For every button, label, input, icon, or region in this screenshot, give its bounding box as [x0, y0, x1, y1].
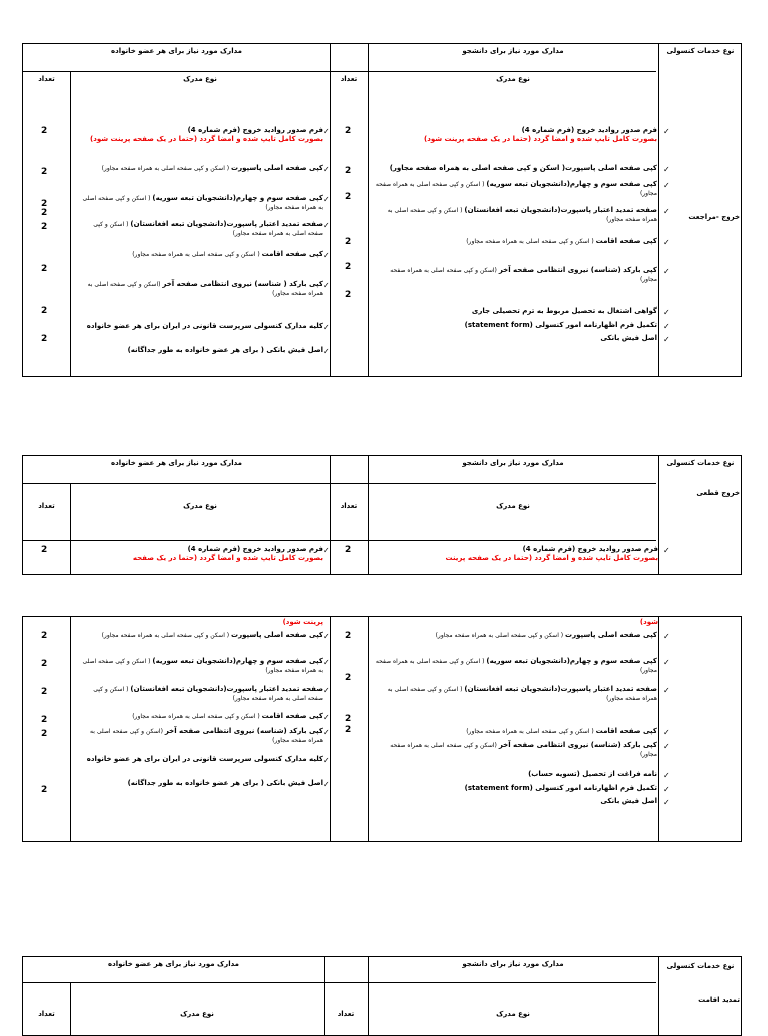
- table-residence-extension: [22, 956, 742, 1036]
- check-icon: ✓: [663, 181, 670, 190]
- count-value: 2: [41, 334, 48, 344]
- list-item: کپی صفحه اصلی پاسپورت ( اسکن و کپی صفحه اصلی به همراه صفحه مجاور): [435, 631, 657, 639]
- list-item: کپی صفحه سوم و چهارم(دانشجویان تبعه سوریه) ( اسکن و کپی صفحه اصلی به همراه صفحه مجاور): [375, 180, 657, 197]
- check-icon: ✓: [323, 251, 330, 260]
- list-item: صفحه تمدید اعتبار پاسپورت(دانشجویان تبعه افغانستان) ( اسکن و کپی صفحه اصلی به همراه صفحه مجاور): [93, 685, 323, 702]
- header-family-docs: مدارک مورد نیاز برای هر عضو خانواده: [111, 459, 242, 467]
- check-icon: ✓: [323, 323, 330, 332]
- header-student-docs: مدارک مورد نیاز برای دانشجو: [462, 459, 564, 467]
- count-value: 2: [41, 306, 48, 316]
- check-icon: ✓: [663, 207, 670, 216]
- check-icon: ✓: [663, 546, 670, 555]
- check-icon: ✓: [323, 658, 330, 667]
- count-value: 2: [41, 631, 48, 641]
- list-item: نامه فراغت از تحصیل (تسویه حساب): [528, 770, 657, 778]
- check-icon: ✓: [663, 742, 670, 751]
- header-service-type: نوع خدمات کنسولی: [666, 962, 735, 970]
- count-value: 2: [41, 167, 48, 177]
- list-item: تکمیل فرم اظهارنامه امور کنسولی (statement form): [464, 784, 657, 792]
- header-count-student: تعداد: [340, 75, 358, 83]
- list-item: فرم صدور روادید خروج (فرم شماره 4) بصورت کامل تایپ شده و امضا گردد (حتما در یک صفحه پرینت شود): [90, 126, 323, 143]
- list-item: فرم صدور روادید خروج (فرم شماره 4) بصورت کامل تایپ شده و امضا گردد (حتما در یک صفحه: [132, 545, 323, 562]
- check-icon: ✓: [663, 728, 670, 737]
- table-exit-return: [22, 43, 742, 377]
- list-item: کلیه مدارک کنسولی سرپرست قانونی در ایران برای هر عضو خانواده: [86, 755, 323, 763]
- check-icon: ✓: [323, 165, 330, 174]
- count-value: 2: [345, 237, 352, 247]
- header-doctype-family: نوع مدرک: [183, 75, 217, 83]
- header-family-docs: مدارک مورد نیاز برای هر عضو خانواده: [111, 47, 242, 55]
- count-value: 2: [41, 199, 48, 209]
- count-value: 2: [345, 714, 352, 724]
- count-value: 2: [41, 264, 48, 274]
- list-item: کپی صفحه اصلی پاسپورت ( اسکن و کپی صفحه اصلی به همراه صفحه مجاور): [101, 631, 323, 639]
- service-name: تمدید اقامت: [698, 996, 740, 1004]
- header-count-student: تعداد: [337, 1010, 355, 1018]
- check-icon: ✓: [663, 785, 670, 794]
- list-item: کپی بارکد (شناسه) نیروی انتظامی صفحه آخر (اسکن و کپی صفحه اصلی به همراه صفحه مجاور): [90, 727, 323, 744]
- list-item: اصل فیش بانکی ( برای هر عضو خانواده به طور جداگانه): [127, 346, 323, 354]
- check-icon: ✓: [663, 335, 670, 344]
- check-icon: ✓: [663, 127, 670, 136]
- check-icon: ✓: [663, 771, 670, 780]
- check-icon: ✓: [663, 632, 670, 641]
- header-count-student: تعداد: [340, 502, 358, 510]
- list-item: صفحه تمدید اعتبار پاسپورت(دانشجویان تبعه افغانستان) ( اسکن و کپی صفحه اصلی به همراه صفحه مجاور): [387, 685, 657, 702]
- count-value: 2: [345, 290, 352, 300]
- list-item: کپی صفحه اقامت ( اسکن و کپی صفحه اصلی به همراه صفحه مجاور): [466, 237, 657, 245]
- count-value: 2: [41, 659, 48, 669]
- header-count-family: تعداد: [38, 502, 55, 510]
- count-value: 2: [41, 729, 48, 739]
- check-icon: ✓: [323, 728, 330, 737]
- table-final-exit-continued: [22, 616, 742, 842]
- check-icon: ✓: [323, 546, 330, 555]
- list-item: کپی صفحه سوم و چهارم(دانشجویان تبعه سوریه) ( اسکن و کپی صفحه اصلی به همراه صفحه مجاور): [82, 657, 323, 674]
- count-value: 2: [41, 222, 48, 232]
- list-item: کپی بارکد (شناسه) نیروی انتظامی صفحه آخر (اسکن و کپی صفحه اصلی به همراه صفحه مجاور): [390, 266, 657, 283]
- list-item: گواهی اشتغال به تحصیل مربوط به ترم تحصیلی جاری: [471, 307, 657, 315]
- count-value: 2: [41, 785, 48, 795]
- header-student-docs: مدارک مورد نیاز برای دانشجو: [462, 47, 564, 55]
- check-icon: ✓: [323, 713, 330, 722]
- check-icon: ✓: [323, 686, 330, 695]
- count-value: 2: [345, 673, 352, 683]
- header-count-family: تعداد: [38, 75, 55, 83]
- service-name: خروج قطعی: [696, 489, 740, 497]
- check-icon: ✓: [663, 658, 670, 667]
- count-value: 2: [345, 126, 352, 136]
- check-icon: ✓: [663, 686, 670, 695]
- check-icon: ✓: [663, 308, 670, 317]
- table-final-exit: [22, 455, 742, 575]
- list-item: اصل فیش بانکی: [600, 797, 657, 805]
- list-item: اصل فیش بانکی: [600, 334, 657, 342]
- header-student-docs: مدارک مورد نیاز برای دانشجو: [462, 960, 564, 968]
- list-item: کپی صفحه اصلی پاسپورت ( اسکن و کپی صفحه اصلی به همراه صفحه مجاور): [101, 164, 323, 172]
- count-value: 2: [345, 192, 352, 202]
- list-item: کپی صفحه اصلی پاسپورت( اسکن و کپی صفحه اصلی به همراه صفحه مجاور): [389, 164, 657, 172]
- list-item: کپی بارکد ( شناسه) نیروی انتظامی صفحه آخر (اسکن و کپی صفحه اصلی به همراه صفحه مجاور): [87, 280, 323, 297]
- continued-text: شود): [639, 618, 658, 626]
- count-value: 2: [345, 725, 352, 735]
- check-icon: ✓: [323, 780, 330, 789]
- header-doctype-student: نوع مدرک: [496, 502, 530, 510]
- list-item: کپی صفحه اقامت ( اسکن و کپی صفحه اصلی به همراه صفحه مجاور): [132, 250, 323, 258]
- list-item: فرم صدور روادید خروج (فرم شماره 4) بصورت کامل تایپ شده و امضا گردد (حتما در یک صفحه پرینت شود): [424, 126, 657, 143]
- list-item: کپی صفحه سوم و چهارم(دانشجویان تبعه سوریه) ( اسکن و کپی صفحه اصلی به همراه صفحه مجاور): [82, 194, 323, 211]
- count-value: 2: [345, 631, 352, 641]
- check-icon: ✓: [663, 322, 670, 331]
- check-icon: ✓: [323, 127, 330, 136]
- header-count-family: تعداد: [38, 1010, 55, 1018]
- check-icon: ✓: [323, 195, 330, 204]
- service-name: خروج -مراجعت: [688, 213, 740, 221]
- count-value: 2: [345, 262, 352, 272]
- list-item: کپی بارکد (شناسه) نیروی انتظامی صفحه آخر (اسکن و کپی صفحه اصلی به همراه صفحه مجاور): [390, 741, 657, 758]
- count-value: 2: [41, 715, 48, 725]
- count-value: 2: [345, 166, 352, 176]
- list-item: فرم صدور روادید خروج (فرم شماره 4) بصورت کامل تایپ شده و امضا گردد (حتما در یک صفحه پرینت: [445, 545, 658, 562]
- check-icon: ✓: [323, 281, 330, 290]
- continued-text: پرینت شود): [282, 618, 323, 626]
- list-item: کلیه مدارک کنسولی سرپرست قانونی در ایران برای هر عضو خانواده: [86, 322, 323, 330]
- header-doctype-family: نوع مدرک: [180, 1010, 214, 1018]
- count-value: 2: [345, 545, 352, 555]
- header-family-docs: مدارک مورد نیاز برای هر عضو خانواده: [108, 960, 239, 968]
- check-icon: ✓: [323, 756, 330, 765]
- list-item: اصل فیش بانکی ( برای هر عضو خانواده به طور جداگانه): [127, 779, 323, 787]
- count-value: 2: [41, 126, 48, 136]
- check-icon: ✓: [323, 221, 330, 230]
- list-item: کپی صفحه اقامت ( اسکن و کپی صفحه اصلی به همراه صفحه مجاور): [466, 727, 657, 735]
- check-icon: ✓: [663, 267, 670, 276]
- header-doctype-student: نوع مدرک: [496, 75, 530, 83]
- check-icon: ✓: [663, 238, 670, 247]
- list-item: تکمیل فرم اظهارنامه امور کنسولی (statement form): [464, 321, 657, 329]
- list-item: کپی صفحه اقامت ( اسکن و کپی صفحه اصلی به همراه صفحه مجاور): [132, 712, 323, 720]
- header-service-type: نوع خدمات کنسولی: [666, 47, 735, 55]
- check-icon: ✓: [323, 632, 330, 641]
- header-service-type: نوع خدمات کنسولی: [666, 459, 735, 467]
- list-item: صفحه تمدید اعتبار پاسپورت(دانشجویان تبعه افغانستان) ( اسکن و کپی صفحه اصلی به همراه صفحه مجاور): [387, 206, 657, 223]
- check-icon: ✓: [663, 165, 670, 174]
- count-value: 2: [41, 687, 48, 697]
- count-value: 2: [41, 208, 48, 218]
- list-item: کپی صفحه سوم و چهارم(دانشجویان تبعه سوریه) ( اسکن و کپی صفحه اصلی به همراه صفحه مجاور): [375, 657, 657, 674]
- count-value: 2: [41, 545, 48, 555]
- list-item: صفحه تمدید اعتبار پاسپورت(دانشجویان تبعه افغانستان) ( اسکن و کپی صفحه اصلی به همراه صفحه مجاور): [93, 220, 323, 237]
- header-doctype-family: نوع مدرک: [183, 502, 217, 510]
- header-doctype-student: نوع مدرک: [496, 1010, 530, 1018]
- check-icon: ✓: [323, 347, 330, 356]
- check-icon: ✓: [663, 798, 670, 807]
